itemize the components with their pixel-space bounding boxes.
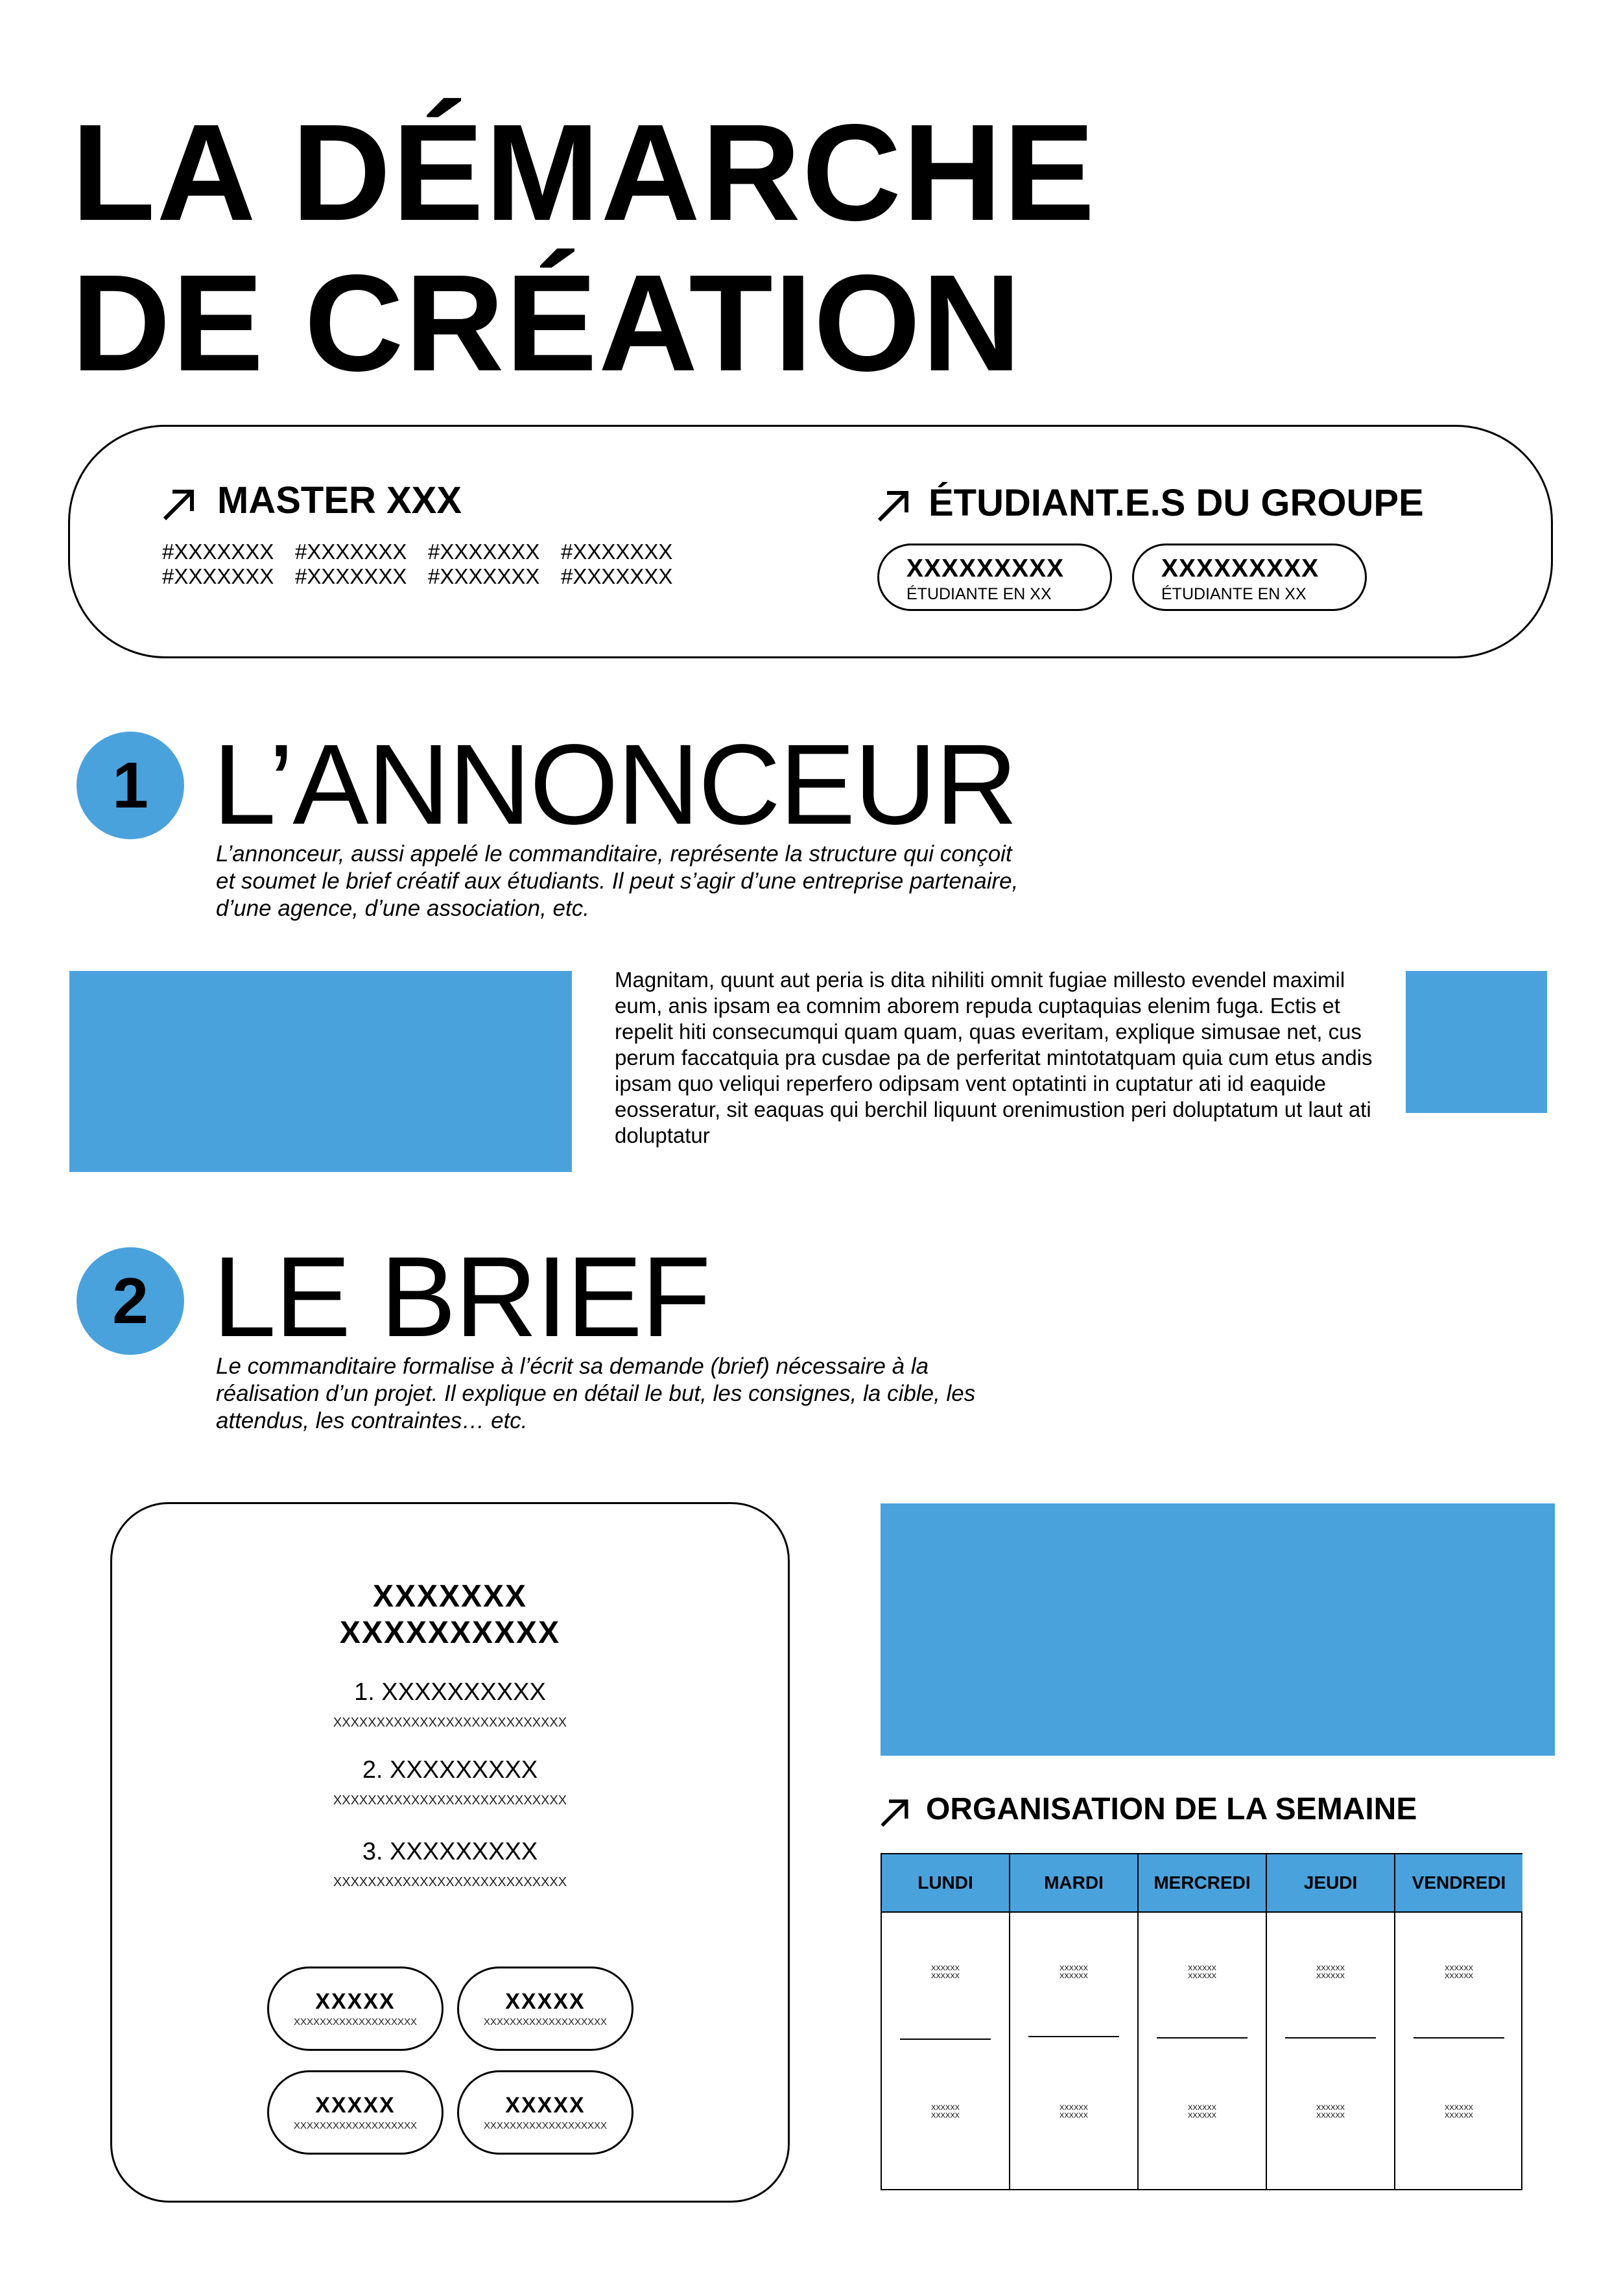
cell-text: XXXXXX [930, 2112, 960, 2120]
tag: #XXXXXXX [428, 564, 540, 588]
cell-text: XXXXXX [930, 1965, 960, 1972]
student-role: ÉTUDIANTE EN XX [1161, 585, 1307, 603]
day-column [1010, 1911, 1139, 2190]
section-number: 1 [112, 749, 148, 822]
section-number-badge [77, 1247, 184, 1355]
tag: #XXXXXXX [162, 564, 274, 588]
cell-text: XXXXXX [1316, 2104, 1345, 2112]
cell-text: XXXXXX [1444, 2104, 1474, 2112]
cell-text: XXXXXX [1316, 2112, 1345, 2120]
brief-card-title-line2: XXXXXXXXXX [339, 1616, 561, 1650]
student-role: ÉTUDIANTE EN XX [906, 585, 1052, 603]
day-column [1139, 1911, 1267, 2190]
student-name: XXXXXXXXX [1161, 555, 1319, 582]
section-number: 2 [112, 1265, 148, 1337]
brief-item-sub: XXXXXXXXXXXXXXXXXXXXXXXXXXX [333, 1716, 567, 1730]
arrow-up-right-icon [875, 488, 912, 524]
brief-pill [457, 1967, 633, 2051]
cell-text: XXXXXX [1187, 2104, 1217, 2112]
brief-item-sub: XXXXXXXXXXXXXXXXXXXXXXXXXXX [333, 1793, 567, 1808]
section-number-badge [77, 732, 184, 839]
day-header: JEUDI [1267, 1854, 1395, 1911]
student-name: XXXXXXXXX [906, 555, 1065, 582]
tag: #XXXXXXX [162, 540, 274, 564]
master-tags [162, 540, 694, 589]
cell-text: XXXXXX [1444, 1972, 1474, 1980]
cell-text: XXXXXX [1059, 2112, 1089, 2120]
cell-text: XXXXXX [1316, 1965, 1345, 1972]
brief-pill-name: XXXXX [315, 2093, 396, 2118]
brief-pill-name: XXXXX [505, 1989, 586, 2014]
arrow-up-right-icon [161, 486, 197, 523]
page-title-line2: DE CRÉATION [71, 246, 1023, 400]
divider [1157, 2037, 1248, 2039]
day-header: VENDREDI [1395, 1854, 1522, 1911]
arrow-up-right-icon [879, 1797, 911, 1829]
image-placeholder [881, 1503, 1555, 1756]
day-column [1267, 1911, 1395, 2190]
brief-pill-sub: XXXXXXXXXXXXXXXXXXX [483, 2120, 608, 2131]
cell-text: XXXXXX [1187, 1965, 1217, 1972]
day-column [882, 1911, 1010, 2190]
day-header: MERCREDI [1139, 1854, 1267, 1911]
week-table [881, 1853, 1522, 2190]
tag: #XXXXXXX [295, 540, 407, 564]
section-title-annonceur: L’ANNONCEUR [213, 721, 1017, 848]
cell-text: XXXXXX [1059, 1972, 1089, 1980]
image-placeholder [1406, 971, 1547, 1113]
page-title-line1: LA DÉMARCHE [71, 95, 1096, 249]
divider [1028, 2036, 1119, 2037]
cell-text: XXXXXX [1059, 2104, 1089, 2112]
page-title [71, 97, 1096, 398]
brief-pill-sub: XXXXXXXXXXXXXXXXXXX [293, 2120, 418, 2131]
brief-item-title: 2. XXXXXXXXX [362, 1756, 538, 1784]
day-column [1395, 1911, 1522, 2190]
brief-card-title [110, 1579, 790, 1651]
student-pill [877, 544, 1112, 611]
cell-text: XXXXXX [1059, 1965, 1089, 1972]
brief-pill [267, 1967, 444, 2051]
day-header: LUNDI [882, 1854, 1010, 1911]
divider [900, 2039, 991, 2040]
student-pill [1132, 544, 1367, 611]
cell-text: XXXXXX [1187, 1972, 1217, 1980]
brief-item-sub: XXXXXXXXXXXXXXXXXXXXXXXXXXX [333, 1875, 567, 1889]
cell-text: XXXXXX [1444, 1965, 1474, 1972]
section-description: Le commanditaire formalise à l’écrit sa demande (brief) nécessaire à la réalisation d’un projet. Il explique en détail le but, les consignes, la cible, les attendus, les contraintes… etc. [216, 1354, 976, 1433]
tag: #XXXXXXX [428, 540, 540, 564]
cell-text: XXXXXX [930, 2104, 960, 2112]
tag: #XXXXXXX [561, 564, 673, 588]
section-title-brief: LE BRIEF [213, 1234, 710, 1361]
master-label: MASTER XXX [217, 479, 462, 521]
brief-pill [457, 2070, 633, 2155]
brief-pill [267, 2070, 444, 2155]
brief-card-title-line1: XXXXXXX [372, 1579, 528, 1614]
week-label: ORGANISATION DE LA SEMAINE [926, 1792, 1417, 1826]
students-label: ÉTUDIANT.E.S DU GROUPE [929, 482, 1424, 524]
day-header: MARDI [1010, 1854, 1139, 1911]
brief-pill-name: XXXXX [315, 1989, 396, 2014]
cell-text: XXXXXX [930, 1972, 960, 1980]
tag: #XXXXXXX [561, 540, 673, 564]
divider [1414, 2037, 1504, 2039]
brief-pill-sub: XXXXXXXXXXXXXXXXXXX [293, 2016, 418, 2027]
section-description: L’annonceur, aussi appelé le commanditaire, représente la structure qui conçoit et soumet le brief créatif aux étudiants. Il peut s’agir d’une entreprise partenaire, d’une agence, d’une association, etc. [216, 841, 1019, 921]
divider [1285, 2037, 1376, 2039]
brief-item-title: 3. XXXXXXXXX [362, 1838, 538, 1865]
cell-text: XXXXXX [1444, 2112, 1474, 2120]
cell-text: XXXXXX [1316, 1972, 1345, 1980]
image-placeholder [69, 971, 572, 1172]
brief-pill-name: XXXXX [505, 2093, 586, 2118]
cell-text: XXXXXX [1187, 2112, 1217, 2120]
tag: #XXXXXXX [295, 564, 407, 588]
brief-item-title: 1. XXXXXXXXXX [354, 1679, 546, 1706]
brief-pill-sub: XXXXXXXXXXXXXXXXXXX [483, 2016, 608, 2027]
body-text: Magnitam, quunt aut peria is dita nihiliti omnit fugiae millesto evendel maximil eum, anis ipsam ea comnim aborem repuda cuptaquias elenim fuga. Ectis et repelit hiti consecumqui quam quam, quas everitam, explique simusae net, cus perum faccatquia pra cusdae pa de perferitat mintotatquam quia cum etus andis ipsam quo veliqui reperfero odipsam vent optatinti in cuptatur ati id eaquide eosseratur, sit eaquas qui berchil liquunt orenimustion peri doluptatum ut laut ati doluptatur [615, 968, 1373, 1147]
